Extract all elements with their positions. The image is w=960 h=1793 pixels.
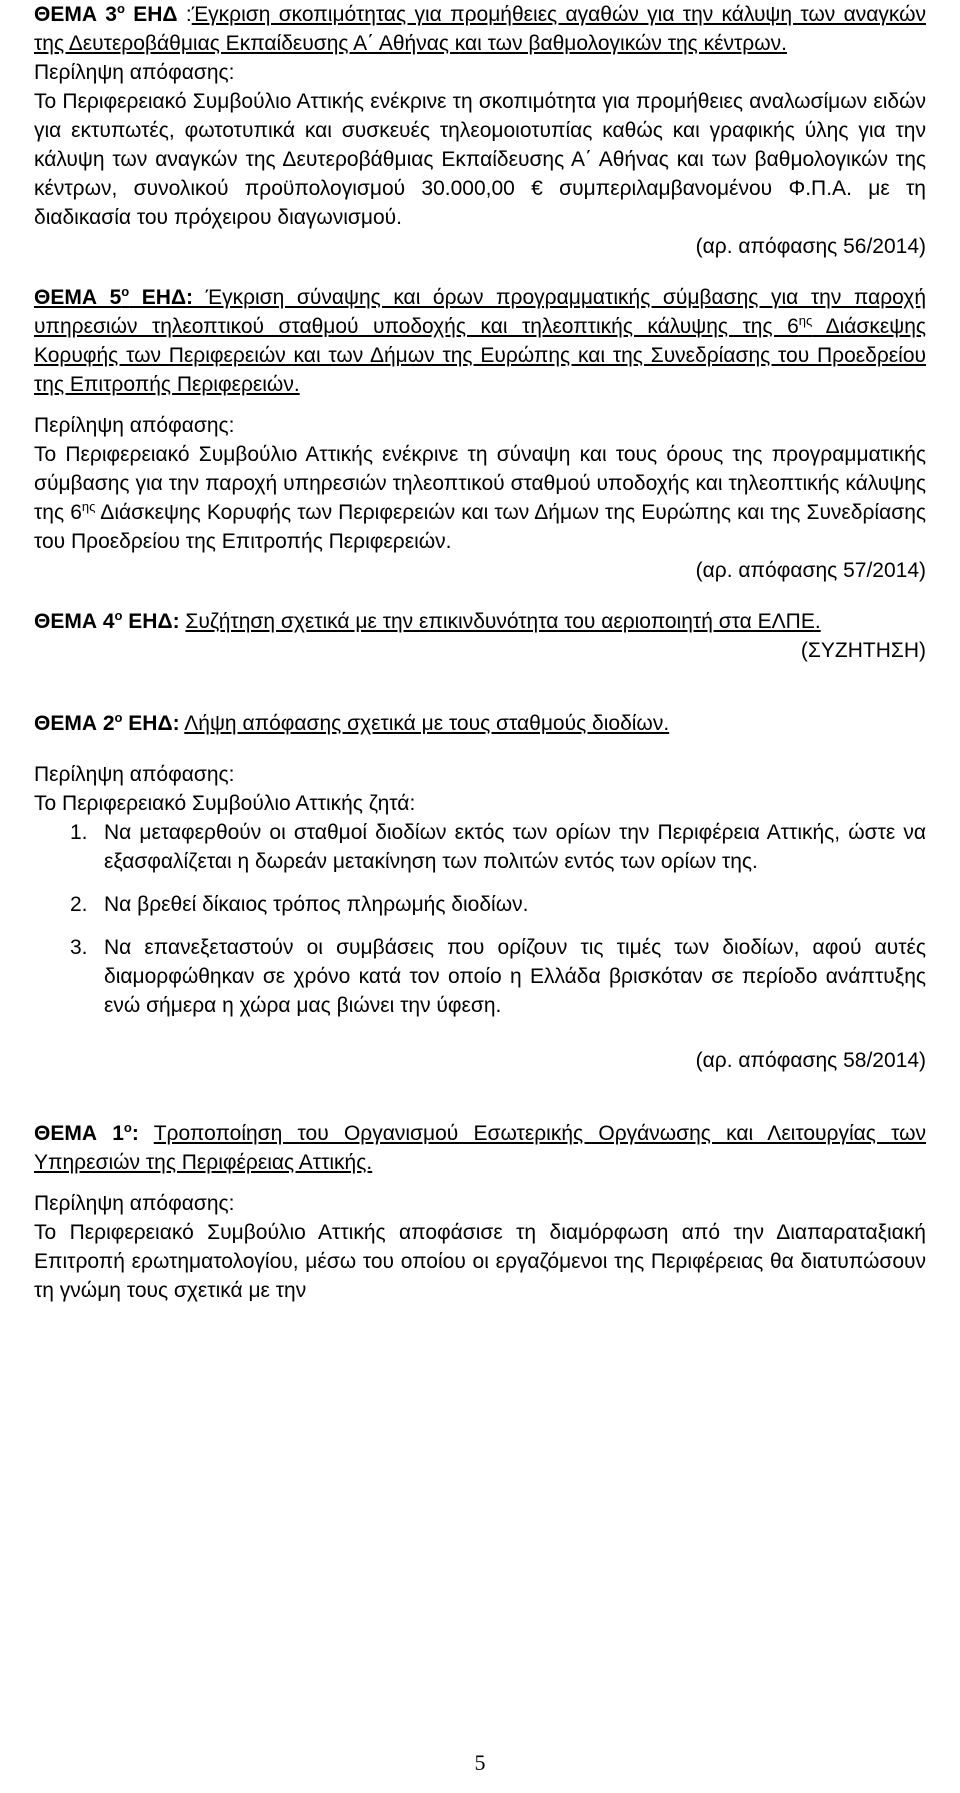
list-item-text: Να βρεθεί δίκαιος τρόπος πληρωμής διοδίων.	[104, 893, 529, 916]
list-item	[34, 818, 926, 876]
summary-intro: Το Περιφερειακό Συμβούλιο Αττικής ζητά:	[34, 792, 416, 815]
summary-label: Περίληψη απόφασης:	[34, 1192, 235, 1215]
decision-ref: (αρ. απόφασης 56/2014)	[695, 235, 926, 258]
eid-label: ΕΗΔ	[124, 3, 178, 26]
summary-label: Περίληψη απόφασης:	[34, 61, 235, 84]
ordinal-sup: ο	[121, 284, 130, 299]
summary-text-part: Το Περιφερειακό Συμβούλιο Αττικής ενέκρινε τη σύναψη και τους όρους της προγραμματικής σύμβασης για την παροχή υπηρεσιών τηλεοπτικού σταθμού υποδοχής και τηλεοπτικής κάλυψης της 6	[34, 443, 926, 524]
summary-text: Το Περιφερειακό Συμβούλιο Αττικής ενέκρινε τη σκοπιμότητα για προμήθειες αναλωσίμων ειδών για εκτυπωτές, φωτοτυπικά και συσκευές τηλεομοιοτυπίας καθώς και γραφικής ύλης για την κάλυψη των αναγκών της Δευτεροβάθμιας Εκπαίδευσης Α΄ Αθήνας και των βαθμολογικών της κέντρων, συνολικού προϋπολογισμού 30.000,00 € συμπεριλαμβανομένου Φ.Π.Α. με τη διαδικασία του πρόχειρου διαγωνισμού.	[34, 90, 926, 229]
status-label: (ΣΥΖΗΤΗΣΗ)	[800, 639, 926, 662]
list-item-text: Να επανεξεταστούν οι συμβάσεις που ορίζουν τις τιμές των διοδίων, αφού αυτές διαμορφώθηκαν σε χρόνο κατά τον οποίο η Ελλάδα βρισκόταν σε περίοδο ανάπτυξης ενώ σήμερα η χώρα μας βιώνει την ύφεση.	[104, 936, 926, 1017]
topic-subject: Τροποποίηση του Οργανισμού Εσωτερικής Οργάνωσης και Λειτουργίας των Υπηρεσιών της Περιφέρειας Αττικής.	[34, 1122, 927, 1174]
colon: :	[177, 3, 192, 26]
ordinal-sup: ης	[798, 313, 813, 328]
summary-label: Περίληψη απόφασης:	[34, 414, 235, 437]
list-number: 3.	[70, 936, 88, 959]
summary-text-part: Διάσκεψης Κορυφής των Περιφερειών και των Δήμων της Ευρώπης και της Συνεδρίασης του Προεδρείου της Επιτροπής Περιφερειών.	[34, 501, 926, 553]
topic-subject: Λήψη απόφασης σχετικά με τους σταθμούς διοδίων.	[184, 712, 670, 735]
topic-number: ΘΕΜΑ 4	[34, 610, 115, 633]
eid-label: ΕΗΔ:	[122, 610, 180, 633]
topic-number: ΘΕΜΑ 1	[34, 1122, 124, 1145]
eid-label: ΕΗΔ:	[122, 712, 180, 735]
topic-3-heading	[34, 0, 926, 58]
ordinal-sup: ο	[114, 608, 123, 623]
ordinal-sup: ο	[117, 1, 125, 16]
ordinal-sup: ο	[123, 1120, 132, 1135]
topic-subject: Έγκριση σκοπιμότητας για προμήθειες αγαθών για την κάλυψη των αναγκών της Δευτεροβάθμιας Εκπαίδευσης Α΄ Αθήνας και των βαθμολογικών της κέντρων.	[34, 3, 927, 55]
topic-subject: Συζήτηση σχετικά με την επικινδυνότητα του αεριοποιητή στα ΕΛΠΕ.	[185, 610, 821, 633]
decision-ref: (αρ. απόφασης 57/2014)	[695, 559, 926, 582]
summary-label: Περίληψη απόφασης:	[34, 763, 235, 786]
requests-list	[34, 818, 926, 1020]
summary-text: Το Περιφερειακό Συμβούλιο Αττικής αποφάσισε τη διαμόρφωση από την Διαπαραταξιακή Επιτροπή ερωτηματολογίου, μέσω του οποίου οι εργαζόμενοι της Περιφέρειας θα διατυπώσουν τη γνώμη τους σχετικά με την	[34, 1221, 926, 1302]
topic-5-heading	[34, 283, 926, 399]
topic-number: ΘΕΜΑ 2	[34, 712, 115, 735]
topic-number: ΘΕΜΑ 3	[34, 3, 117, 26]
topic-subject-cont: Διάσκεψης Κορυφής των Περιφερειών και των Δήμων της Ευρώπης και της Συνεδρίασης του Προεδρείου της Επιτροπής Περιφερειών.	[34, 315, 927, 396]
document-page	[34, 0, 926, 1305]
eid-label: ΕΗΔ:	[129, 286, 194, 309]
decision-ref: (αρ. απόφασης 58/2014)	[695, 1049, 926, 1072]
list-item	[34, 933, 926, 1020]
topic-subject: Έγκριση σύναψης και όρων προγραμματικής σύμβασης για την παροχή υπηρεσιών τηλεοπτικού σταθμού υποδοχής και τηλεοπτικής κάλυψης της 6	[34, 286, 926, 338]
list-item	[34, 890, 926, 919]
page-number: 5	[474, 1750, 486, 1775]
list-number: 1.	[70, 821, 88, 844]
summary-text	[34, 440, 926, 556]
list-number: 2.	[70, 893, 88, 916]
ordinal-sup: ο	[114, 710, 123, 725]
colon: :	[131, 1122, 139, 1145]
ordinal-sup: ης	[81, 499, 96, 514]
list-item-text: Να μεταφερθούν οι σταθμοί διοδίων εκτός των ορίων την Περιφέρεια Αττικής, ώστε να εξασφαλίζεται η δωρεάν μετακίνηση των πολιτών εντός των ορίων της.	[104, 821, 926, 873]
topic-1-heading	[34, 1119, 926, 1177]
topic-4-heading	[34, 607, 926, 636]
topic-number: ΘΕΜΑ 5	[34, 286, 122, 309]
topic-2-heading	[34, 709, 926, 738]
